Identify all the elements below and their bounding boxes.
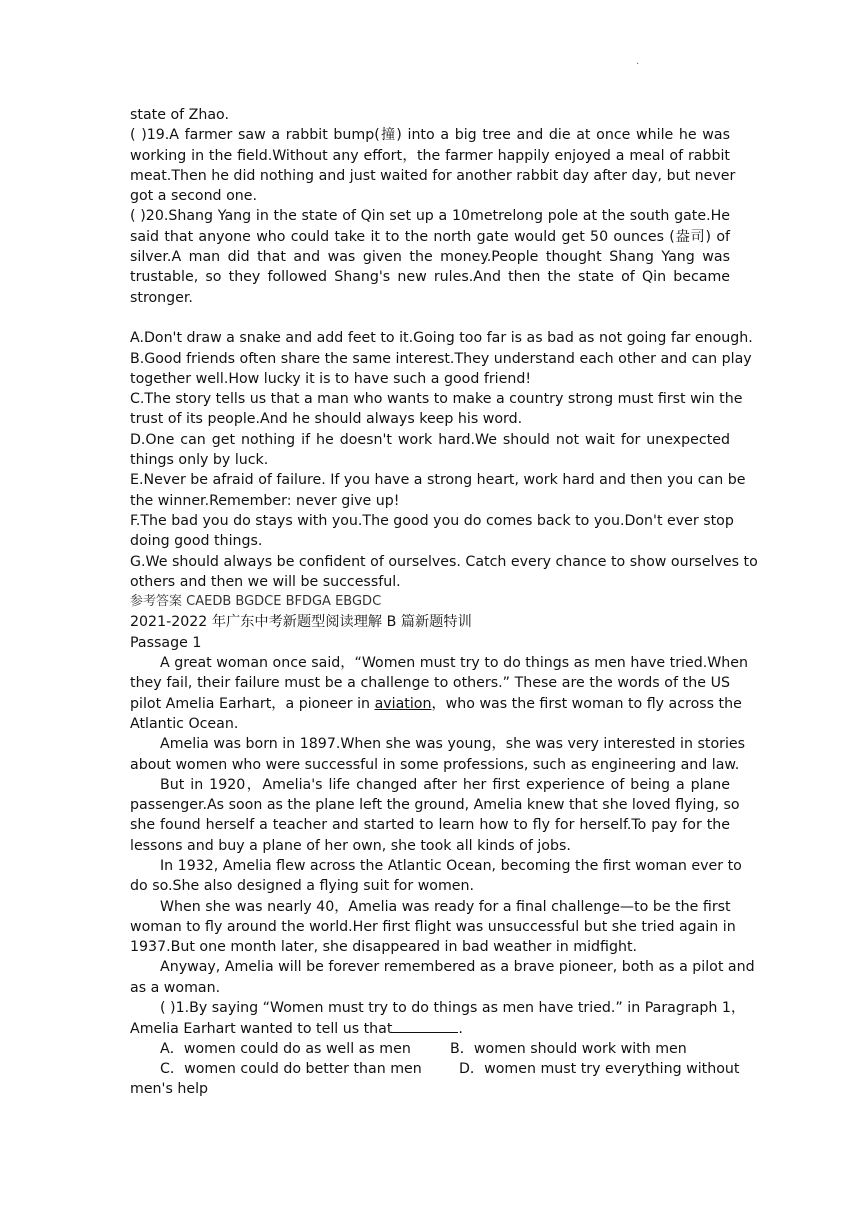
paragraph-line: 1937.But one month later, she disappeared in bad weather in midfight.	[130, 939, 638, 956]
question-20	[130, 206, 730, 307]
answer-key: 参考答案 CAEDB BGDCE BFDGA EBGDC	[130, 594, 382, 610]
q19-line: got a second one.	[130, 188, 257, 205]
paragraph-line: woman to fly around the world.Her first flight was unsuccessful but she tried again in	[130, 918, 736, 935]
paragraph-line: passenger.As soon as the plane left the ground, Amelia knew that she loved flying, so	[130, 797, 740, 814]
option-d-cont: things only by luck.	[130, 452, 269, 469]
q20-line: stronger.	[130, 289, 193, 306]
text-run: .	[458, 1021, 463, 1038]
paragraph-3	[130, 775, 740, 856]
q20-line: silver.A man did that and was given the money.People thought Shang Yang was	[130, 249, 730, 266]
q19-line: meat.Then he did nothing and just waited for another rabbit day after day, but never	[130, 167, 736, 184]
section-title: 2021-2022 年广东中考新题型阅读理解 B 篇新题特训	[130, 614, 472, 631]
option-a: A.Don't draw a snake and add feet to it.Going too far is as bad as not going far enough.	[130, 330, 753, 347]
question-19	[130, 125, 736, 206]
choice-d: D．women must try everything without	[459, 1060, 740, 1077]
choice-a: A．women could do as well as men	[160, 1040, 411, 1057]
paragraph-6	[130, 957, 755, 998]
text-run: ，who was the first woman to fly across the	[431, 695, 742, 712]
option-b-cont: together well.How lucky it is to have such a good friend!	[130, 370, 532, 387]
choice-row	[130, 1039, 730, 1059]
paragraph-5	[130, 897, 736, 958]
paragraph-line: they fail, their failure must be a challenge to others.” These are the words of the US	[130, 675, 730, 692]
spacer	[130, 308, 730, 328]
q19-line: ( )19.A farmer saw a rabbit bump(撞) into a big tree and die at once while he was	[130, 127, 730, 144]
choice-b: B．women should work with men	[450, 1040, 687, 1057]
question-1	[130, 998, 746, 1099]
q20-line: ( )20.Shang Yang in the state of Qin set up a 10metrelong pole at the south gate.He	[130, 208, 730, 225]
paragraph-4	[130, 856, 742, 897]
choice-row	[130, 1059, 740, 1079]
choice-d-cont: men's help	[130, 1081, 209, 1098]
option-b: B.Good friends often share the same interest.They understand each other and can play	[130, 350, 752, 367]
underlined-word: aviation	[374, 695, 432, 712]
option-f: F.The bad you do stays with you.The good you do comes back to you.Don't ever stop	[130, 512, 734, 529]
paragraph-line: Amelia was born in 1897.When she was young，she was very interested in stories	[160, 736, 746, 753]
paragraph-line: about women who were successful in some professions, such as engineering and law.	[130, 756, 740, 773]
q20-line: trustable, so they followed Shang's new rules.And then the state of Qin became	[130, 269, 730, 286]
choice-c: C．women could do better than men	[160, 1060, 422, 1077]
paragraph-line	[130, 694, 742, 714]
q19-line: working in the field.Without any effort，the farmer happily enjoyed a meal of rabbit	[130, 147, 730, 164]
paragraph-1	[130, 653, 748, 734]
text-run: pilot Amelia Earhart，a pioneer in	[130, 695, 375, 712]
q20-line: said that anyone who could take it to the north gate would get 50 ounces (盎司) of	[130, 228, 730, 245]
question-stem: ( )1.By saying “Women must try to do things as men have tried.” in Paragraph 1，	[160, 1000, 746, 1017]
paragraph-line: In 1932, Amelia flew across the Atlantic Ocean, becoming the first woman ever to	[160, 857, 742, 874]
option-list	[130, 328, 758, 592]
option-e: E.Never be afraid of failure. If you have a strong heart, work hard and then you can be	[130, 472, 746, 489]
q18-tail: state of Zhao.	[130, 107, 229, 123]
option-e-cont: the winner.Remember: never give up!	[130, 492, 400, 509]
paragraph-line: Anyway, Amelia will be forever remembered as a brave pioneer, both as a pilot and	[160, 959, 755, 976]
question-stem-cont	[130, 1018, 730, 1038]
document-body	[130, 105, 758, 1100]
passage-label: Passage 1	[130, 634, 202, 651]
option-d: D.One can get nothing if he doesn't work hard.We should not wait for unexpected	[130, 431, 730, 448]
option-c: C.The story tells us that a man who wants to make a country strong must first win the	[130, 391, 743, 408]
paragraph-line: lessons and buy a plane of her own, she took all kinds of jobs.	[130, 837, 571, 854]
paragraph-line: But in 1920，Amelia's life changed after her first experience of being a plane	[160, 776, 730, 793]
option-g-cont: others and then we will be successful.	[130, 573, 401, 590]
answer-blank	[392, 1018, 458, 1033]
paragraph-line: as a woman.	[130, 979, 221, 996]
paragraph-line: she found herself a teacher and started to learn how to fly for herself.To pay for the	[130, 817, 730, 834]
header-mark: .	[636, 56, 640, 67]
option-f-cont: doing good things.	[130, 533, 263, 550]
option-c-cont: trust of its people.And he should always keep his word.	[130, 411, 523, 428]
paragraph-line: When she was nearly 40，Amelia was ready for a final challenge—to be the first	[160, 898, 731, 915]
option-g: G.We should always be confident of ourselves. Catch every chance to show ourselves to	[130, 553, 758, 570]
paragraph-2	[130, 734, 746, 775]
paragraph-line: do so.She also designed a flying suit for women.	[130, 878, 475, 895]
paragraph-line: Atlantic Ocean.	[130, 715, 239, 732]
paragraph-line: A great woman once said，“Women must try to do things as men have tried.When	[160, 655, 748, 672]
text-run: Amelia Earhart wanted to tell us that	[130, 1021, 393, 1038]
